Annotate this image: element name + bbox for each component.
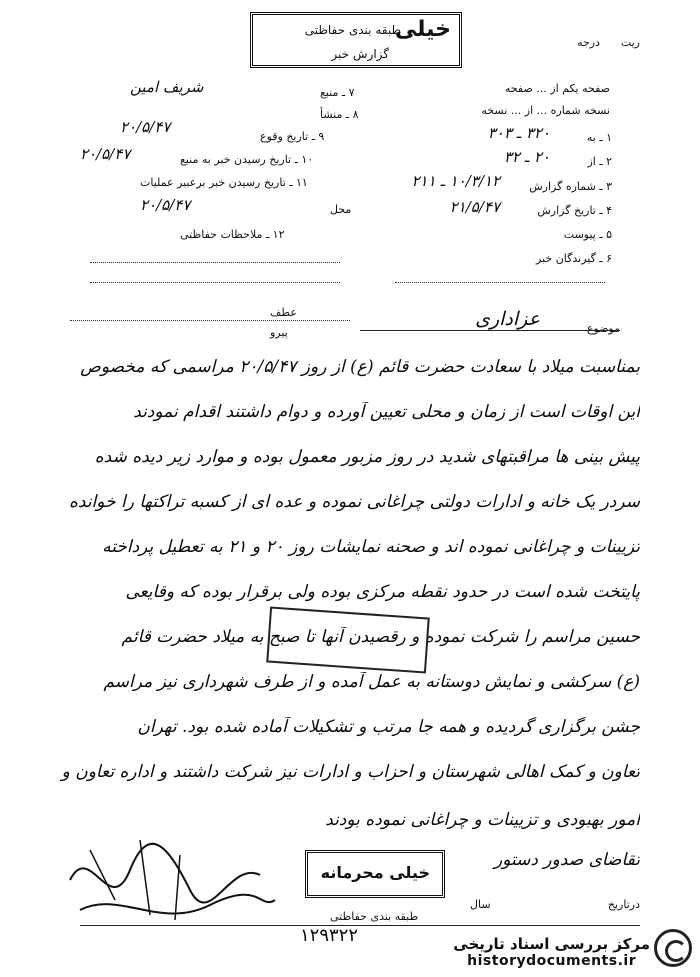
ratio-label: ریت <box>620 36 640 49</box>
body-line: پایتخت شده است در حدود نقطه مرکزی بوده ولی برقرار بوده که وقایعی <box>125 582 640 602</box>
center-stamp <box>266 606 430 673</box>
body-line: تعاون و کمک اهالی شهرستان و احزاب و ادارات نیز شرکت داشتند و اداره تعاون و <box>61 762 640 782</box>
left-field-value: ۲۰/۵/۴۷ <box>120 118 171 136</box>
right-field-value: ۱۰/۳/۱۲ ـ ۲۱۱ <box>411 172 500 190</box>
signature-scribble <box>60 820 290 940</box>
body-line: تزیینات و چراغانی نموده اند و صحنه نمایشات روز ۲۰ و ۲۱ به تعطیل پرداخته <box>102 537 640 557</box>
subject-underline <box>360 330 620 331</box>
bottom-number: ۱۲۹۳۲۲ <box>300 925 359 946</box>
watermark-title: مرکز بررسی اسناد تاریخی <box>453 935 650 953</box>
atf-label: عطف <box>270 306 297 319</box>
bottom-rule <box>80 925 640 926</box>
year-label: سال <box>470 898 491 911</box>
watermark-url: historydocuments.ir <box>467 953 637 969</box>
stamp-sub-text: طبقه بندی حفاظتی <box>304 23 401 37</box>
left-field-label: ۱۲ ـ ملاحظات حفاظتی <box>180 228 285 241</box>
right-field-value: ۳۲۰ ـ ۳۰۳ <box>487 124 550 142</box>
body-line: سردر یک خانه و ادارات دولتی چراغانی نموده و عده ای از کسبه تراکتها را خوانده <box>69 492 640 512</box>
left-field-value: شریف امین <box>130 78 204 96</box>
left-field-value: ۲۰/۵/۴۷ <box>140 196 191 214</box>
date-prefix-label: درتاریخ <box>607 898 640 911</box>
dotted-line <box>90 262 340 263</box>
left-field-value: ۲۰/۵/۴۷ <box>80 145 131 163</box>
body-line: بمناسبت میلاد با سعادت حضرت قائم (ع) از روز ۲۰/۵/۴۷ مراسمی که مخصوص <box>80 357 640 377</box>
right-field-value: ۲۰ ـ ۳۲ <box>503 148 550 166</box>
body-line: تقاضای صدور دستور <box>494 850 640 870</box>
dotted-line <box>395 282 605 283</box>
left-field-label: ۱۰ ـ تاریخ رسیدن خبر به منبع <box>180 153 314 166</box>
left-field-label: محل <box>330 203 352 216</box>
right-field-label: ۵ ـ پیوست <box>563 228 612 241</box>
body-line: پیش بینی ها مراقبتهای شدید در روز مزبور معمول بوده و موارد زیر دیده شده <box>94 447 640 467</box>
right-field-label: صفحه یکم از ... صفحه <box>504 82 610 95</box>
dotted-line <box>90 282 340 283</box>
body-line: امور بهبودی و تزیینات و چراغانی نموده بودند <box>325 810 640 830</box>
bottom-classification-stamp <box>305 850 445 898</box>
classification-stamp <box>250 12 462 68</box>
stamp-sub2-text: گزارش خبر <box>331 47 389 61</box>
subject-label: موضوع <box>586 322 620 335</box>
left-field-label: ۱۱ ـ تاریخ رسیدن خبر برعبیر عملیات <box>140 176 308 189</box>
body-line: جشن برگزاری گردیده و همه جا مرتب و تشکیلات آماده شده بود. تهران <box>137 717 640 737</box>
right-field-label: نسخه شماره ... از ... نسخه <box>481 104 610 117</box>
right-field-value: ۲۱/۵/۴۷ <box>449 198 500 216</box>
degree-label: درجه <box>577 36 600 49</box>
left-field-label: ۷ ـ منبع <box>320 86 355 99</box>
right-field-label: ۱ ـ به <box>586 131 612 144</box>
watermark <box>453 935 650 969</box>
left-field-label: ۹ ـ تاریخ وقوع <box>260 130 325 143</box>
stamp-main-text: خیلی <box>394 17 451 42</box>
right-field-label: ۲ ـ از <box>587 155 612 168</box>
bottom-stamp-text: خیلی محرمانه <box>320 863 430 882</box>
right-field-label: ۳ ـ شماره گزارش <box>529 180 612 193</box>
subject-value: عزاداری <box>475 308 540 330</box>
body-line: (ع) سرکشی و نمایش دوستانه به عمل آمده و از طرف شهرداری نیز مراسم <box>103 672 640 692</box>
peyro-label: پیرو <box>270 326 288 339</box>
left-field-label: ۸ ـ منشأ <box>320 108 359 121</box>
body-line: این اوقات است از زمان و محلی تعیین آورده و دوام داشتند اقدام نمودند <box>133 402 640 422</box>
dotted-line <box>70 320 350 321</box>
right-field-label: ۴ ـ تاریخ گزارش <box>537 204 612 217</box>
watermark-logo-icon <box>654 929 692 967</box>
bottom-class-label: طبقه بندی حفاظتی <box>330 910 419 923</box>
right-field-label: ۶ ـ گیرندگان خبر <box>536 252 612 265</box>
body-line: حسین مراسم را شرکت نموده و رقصیدن آنها تا صبح به میلاد حضرت قائم <box>121 627 640 647</box>
